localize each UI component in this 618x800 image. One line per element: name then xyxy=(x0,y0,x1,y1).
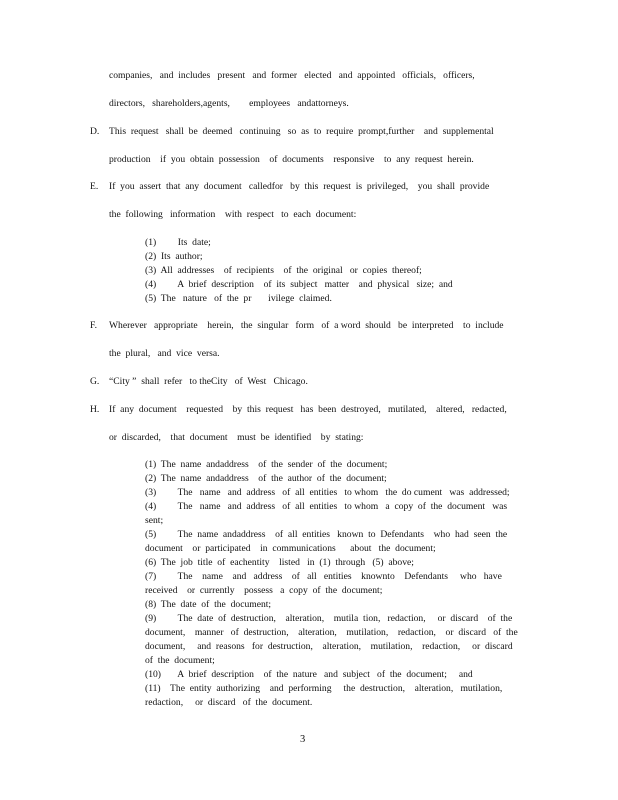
continuation-line-1: companies, and includes present and former elected and appointed officials, officers, xyxy=(109,70,475,81)
list-item: (1) The name andaddress of the sender of the document; xyxy=(145,459,388,470)
list-item: (10) A brief description of the nature and subject of the document; and xyxy=(145,669,473,680)
list-item: received or currently possess a copy of the document; xyxy=(145,585,383,596)
list-item: (8) The date of the document; xyxy=(145,599,272,610)
paragraph-h-letter: H. xyxy=(90,404,100,415)
list-item: (9) The date of destruction, alteration, mutila tion, redaction, or discard of the xyxy=(145,613,513,624)
list-item: (5) The name andaddress of all entities known to Defendants who had seen the xyxy=(145,529,508,540)
paragraph-f-line-2: the plural, and vice versa. xyxy=(109,348,220,359)
paragraph-d-letter: D. xyxy=(90,126,100,137)
continuation-line-2: directors, shareholders,agents, employees andattorneys. xyxy=(109,98,349,109)
paragraph-g-line-1: “City ” shall refer to theCity of West Chicago. xyxy=(109,376,308,387)
paragraph-f-line-1: Wherever appropriate herein, the singular form of a word should be interpreted to include xyxy=(109,320,504,331)
list-item: (7) The name and address of all entities knownto Defendants who have xyxy=(145,571,502,582)
list-item: (2) Its author; xyxy=(145,251,203,262)
list-item: document or participated in communications about the document; xyxy=(145,543,436,554)
page-number: 3 xyxy=(300,734,306,745)
list-item: (2) The name andaddress of the author of the document; xyxy=(145,473,387,484)
list-item: redaction, or discard of the document. xyxy=(145,697,313,708)
list-item: document, manner of destruction, alteration, mutilation, redaction, or discard of the xyxy=(145,627,518,638)
list-item: of the document; xyxy=(145,655,215,666)
list-item: (11) The entity authorizing and performing the destruction, alteration, mutilation, xyxy=(145,683,503,694)
list-item: (4) A brief description of its subject matter and physical size; and xyxy=(145,279,453,290)
paragraph-e-line-2: the following information with respect to each document: xyxy=(109,209,357,220)
paragraph-h-line-2: or discarded, that document must be identified by stating: xyxy=(109,432,364,443)
paragraph-h-line-1: If any document requested by this request has been destroyed, mutilated, altered, redacted, xyxy=(109,404,507,415)
paragraph-d-line-1: This request shall be deemed continuing so as to require prompt,further and supplemental xyxy=(109,126,494,137)
paragraph-e-line-1: If you assert that any document calledfor by this request is privileged, you shall provide xyxy=(109,181,490,192)
paragraph-e-letter: E. xyxy=(90,181,99,192)
list-item: (6) The job title of eachentity listed in (1) through (5) above; xyxy=(145,557,414,568)
list-item: (3) The name and address of all entities to whom the do cument was addressed; xyxy=(145,487,510,498)
paragraph-f-letter: F. xyxy=(90,320,97,331)
list-item: (3) All addresses of recipients of the original or copies thereof; xyxy=(145,265,422,276)
paragraph-d-line-2: production if you obtain possession of documents responsive to any request herein. xyxy=(109,154,474,165)
list-item: sent; xyxy=(145,515,164,526)
list-item: (5) The nature of the pr ivilege claimed. xyxy=(145,293,332,304)
paragraph-g-letter: G. xyxy=(90,376,100,387)
list-item: (4) The name and address of all entities to whom a copy of the document was xyxy=(145,501,508,512)
list-item: (1) Its date; xyxy=(145,237,211,248)
list-item: document, and reasons for destruction, alteration, mutilation, redaction, or discard xyxy=(145,641,513,652)
